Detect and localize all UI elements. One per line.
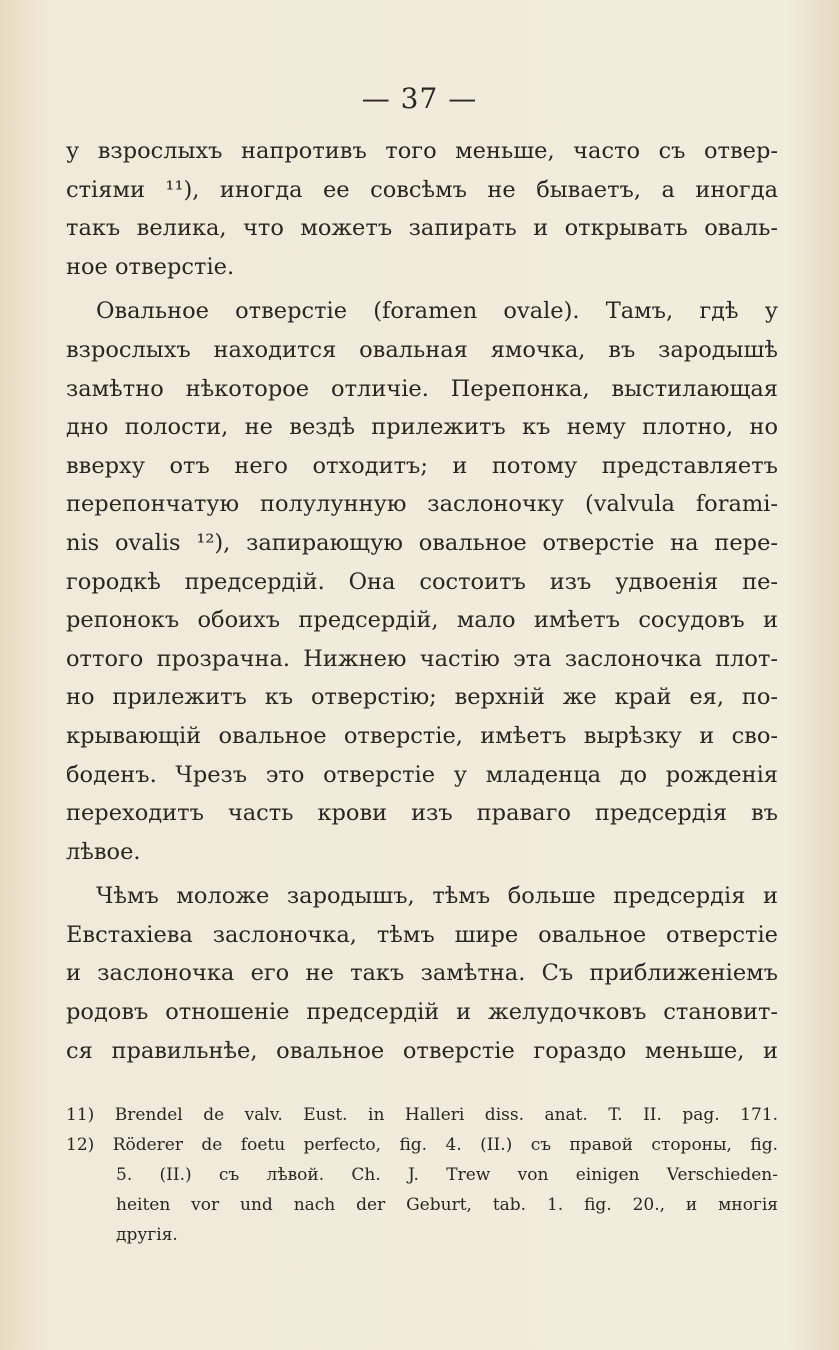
footnote-12-continuation: heiten vor und nach der Geburt, tab. 1. fig. 20., и многія <box>116 1195 778 1215</box>
text-line: и заслоночка его не такъ замѣтна. Съ приближеніемъ <box>66 960 778 987</box>
footnotes <box>66 1100 778 1250</box>
footnote-12-continuation: другія. <box>116 1225 178 1245</box>
page-number: — 37 — <box>361 82 478 115</box>
text-line: оттого прозрачна. Нижнею частію эта заслоночка плот- <box>66 645 778 672</box>
text-line: городкѣ предсердій. Она состоитъ изъ удвоенія пе- <box>66 568 778 595</box>
text-line: Евстахіева заслоночка, тѣмъ шире овальное отверстіе <box>66 921 778 948</box>
text-line: такъ велика, что можетъ запирать и открывать оваль- <box>66 215 778 242</box>
footnote-11: 11) Brendel de valv. Eust. in Halleri diss. anat. T. II. pag. 171. <box>66 1105 778 1125</box>
text-line: стіями ¹¹), иногда ее совсѣмъ не бываетъ, а иногда <box>66 176 778 203</box>
footnote-12-continuation: 5. (II.) съ лѣвой. Ch. J. Trew von einigen Verschieden- <box>116 1165 778 1185</box>
footnote-12: 12) Röderer de foetu perfecto, fig. 4. (II.) съ правой стороны, fig. <box>66 1135 778 1155</box>
text-line: замѣтно нѣкоторое отличіе. Перепонка, выстилающая <box>66 375 778 402</box>
paragraph-start-line: Чѣмъ моложе зародышъ, тѣмъ больше предсердія и <box>96 883 778 910</box>
text-line: репонокъ обоихъ предсердій, мало имѣетъ сосудовъ и <box>66 607 778 634</box>
text-line: вверху отъ него отходитъ; и потому представляетъ <box>66 452 778 479</box>
text-line: дно полости, не вездѣ прилежитъ къ нему плотно, но <box>66 414 778 441</box>
text-line: лѣвое. <box>66 838 141 865</box>
text-line: ное отверстіе. <box>66 253 235 280</box>
paragraph-start-line: Овальное отверстіе (foramen ovale). Тамъ, гдѣ у <box>96 298 778 325</box>
text-line: ся правильнѣе, овальное отверстіе гораздо меньше, и <box>66 1037 778 1064</box>
text-line: боденъ. Чрезъ это отверстіе у младенца до рожденія <box>66 761 778 788</box>
text-line: перепончатую полулунную заслоночку (valvula forami- <box>66 491 778 518</box>
text-line: но прилежитъ къ отверстію; верхній же край ея, по- <box>66 684 778 711</box>
body-text <box>66 132 778 1070</box>
text-line: nis ovalis ¹²), запирающую овальное отверстіе на пере- <box>66 529 778 556</box>
text-line: взрослыхъ находится овальная ямочка, въ зародышѣ <box>66 336 778 363</box>
text-line: переходитъ часть крови изъ праваго предсердія въ <box>66 800 778 827</box>
text-line: у взрослыхъ напротивъ того меньше, часто съ отвер- <box>66 138 778 164</box>
text-line: крывающій овальное отверстіе, имѣетъ вырѣзку и сво- <box>66 722 778 749</box>
text-line: родовъ отношеніе предсердій и желудочковъ становит- <box>66 999 778 1026</box>
